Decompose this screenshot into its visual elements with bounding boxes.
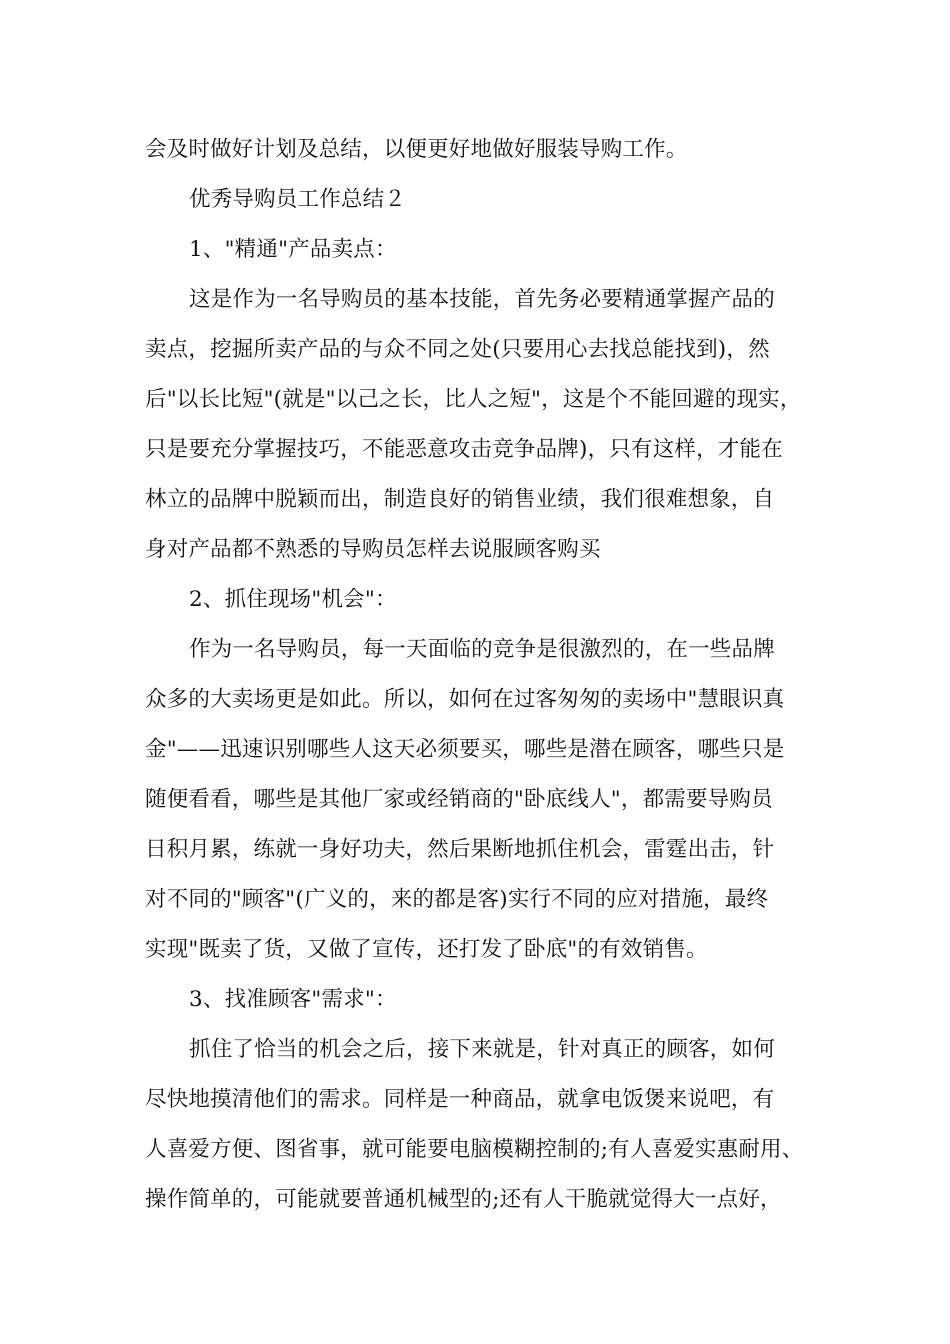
subheading: 1、"精通"产品卖点： xyxy=(189,237,397,262)
paragraph-line: 实现"既卖了货，又做了宣传，还打发了卧底"的有效销售。 xyxy=(145,937,708,962)
section-heading: 优秀导购员工作总结２ xyxy=(189,187,407,212)
paragraph-line: 对不同的"顾客"(广义的，来的都是客)实行不同的应对措施，最终 xyxy=(145,887,769,912)
paragraph-line: 后"以长比短"(就是"以己之长，比人之短"，这是个不能回避的现实， xyxy=(145,387,802,412)
paragraph-line: 尽快地摸清他们的需求。同样是一种商品，就拿电饭煲来说吧，有 xyxy=(145,1087,775,1112)
paragraph-line: 日积月累，练就一身好功夫，然后果断地抓住机会，雷霆出击，针 xyxy=(145,837,775,862)
paragraph-line: 人喜爱方便、图省事，就可能要电脑模糊控制的;有人喜爱实惠耐用、 xyxy=(145,1137,804,1162)
paragraph-line: 随便看看，哪些是其他厂家或经销商的"卧底线人"，都需要导购员 xyxy=(145,787,773,812)
paragraph-line: 作为一名导购员，每一天面临的竞争是很激烈的，在一些品牌 xyxy=(189,637,775,662)
paragraph-line: 卖点，挖掘所卖产品的与众不同之处(只要用心去找总能找到)，然 xyxy=(145,337,770,362)
paragraph-line: 林立的品牌中脱颖而出，制造良好的销售业绩，我们很难想象，自 xyxy=(145,487,775,512)
subheading: 3、找准顾客"需求"： xyxy=(189,987,397,1012)
paragraph-line: 会及时做好计划及总结，以便更好地做好服装导购工作。 xyxy=(145,137,688,162)
subheading: 2、抓住现场"机会"： xyxy=(189,587,397,612)
paragraph-line: 身对产品都不熟悉的导购员怎样去说服顾客购买 xyxy=(145,537,601,562)
paragraph-line: 抓住了恰当的机会之后，接下来就是，针对真正的顾客，如何 xyxy=(189,1037,775,1062)
paragraph-line: 操作简单的，可能就要普通机械型的;还有人干脆就觉得大一点好， xyxy=(145,1187,782,1212)
paragraph-line: 这是作为一名导购员的基本技能，首先务必要精通掌握产品的 xyxy=(189,287,775,312)
paragraph-line: 金"——迅速识别哪些人这天必须要买，哪些是潜在顾客，哪些只是 xyxy=(145,737,785,762)
paragraph-line: 只是要充分掌握技巧，不能恶意攻击竞争品牌)，只有这样，才能在 xyxy=(145,437,783,462)
paragraph-line: 众多的大卖场更是如此。所以，如何在过客匆匆的卖场中"慧眼识真 xyxy=(145,687,785,712)
